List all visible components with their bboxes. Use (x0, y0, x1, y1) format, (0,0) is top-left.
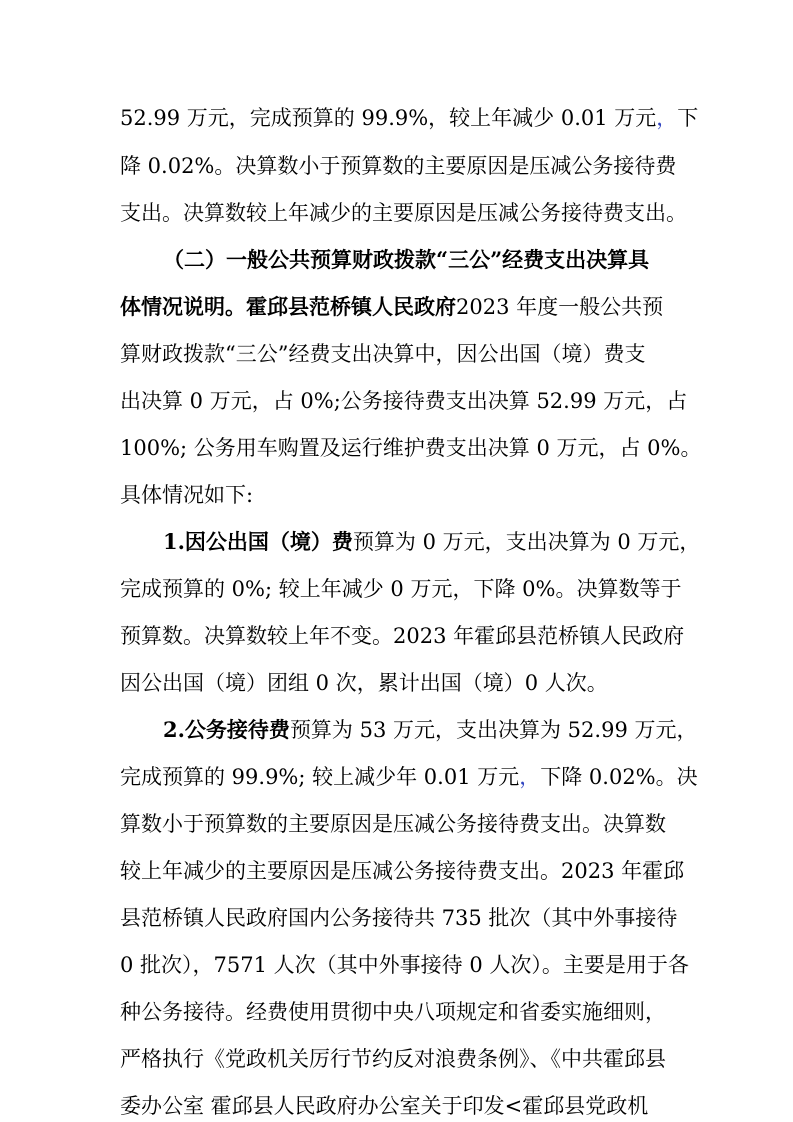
text-line-21: 严格执行《党政机关厉行节约反对浪费条例》、《中共霍邱县 (120, 1047, 666, 1071)
text-line-1: 52.99 万元，完成预算的 99.9%，较上年减少 0.01 万元，下 (120, 106, 699, 130)
text-line-22: 委办公室 霍邱县人民政府办公室关于印发<霍邱县党政机 (120, 1094, 649, 1118)
text-line-20: 种公务接待。经费使用贯彻中央八项规定和省委实施细则， (120, 1000, 666, 1024)
text-line-9: 具体情况如下: (120, 483, 254, 507)
text-line-14: 2.公务接待费预算为 53 万元，支出决算为 52.99 万元， (163, 717, 698, 742)
text-line-7: 出决算 0 万元，占 0%;公务接待费支出决算 52.99 万元，占 (120, 389, 688, 413)
text-line-2: 降 0.02%。决算数小于预算数的主要原因是压减公务接待费 (120, 154, 677, 178)
text-line-15: 完成预算的 99.9%; 较上减少年 0.01 万元，下降 0.02%。决 (120, 765, 698, 789)
text-line-10: 1.因公出国（境）费预算为 0 万元，支出决算为 0 万元， (163, 529, 701, 554)
text-line-19: 0 批次），7571 人次（其中外事接待 0 人次）。主要是用于各 (120, 953, 689, 977)
text-line-5: 体情况说明。霍邱县范桥镇人民政府2023 年度一般公共预 (120, 294, 664, 319)
section-heading: （二）一般公共预算财政拨款“三公”经费支出决算具 (163, 247, 650, 272)
text-line-13: 因公出国（境）团组 0 次，累计出国（境）0 人次。 (120, 671, 608, 695)
text-line-3: 支出。决算数较上年减少的主要原因是压减公务接待费支出。 (120, 201, 687, 225)
text-line-11: 完成预算的 0%; 较上年减少 0 万元，下降 0%。决算数等于 (120, 577, 682, 601)
text-line-16: 算数小于预算数的主要原因是压减公务接待费支出。决算数 (120, 812, 666, 836)
text-line-6: 算财政拨款“三公”经费支出决算中，因公出国（境）费支 (120, 342, 646, 366)
text-line-12: 预算数。决算数较上年不变。2023 年霍邱县范桥镇人民政府 (120, 624, 685, 648)
text-line-8: 100%; 公务用车购置及运行维护费支出决算 0 万元，占 0%。 (120, 436, 702, 460)
text-line-17: 较上年减少的主要原因是压减公务接待费支出。2023 年霍邱 (120, 859, 685, 883)
text-line-18: 县范桥镇人民政府国内公务接待共 735 批次（其中外事接待 (120, 906, 678, 930)
